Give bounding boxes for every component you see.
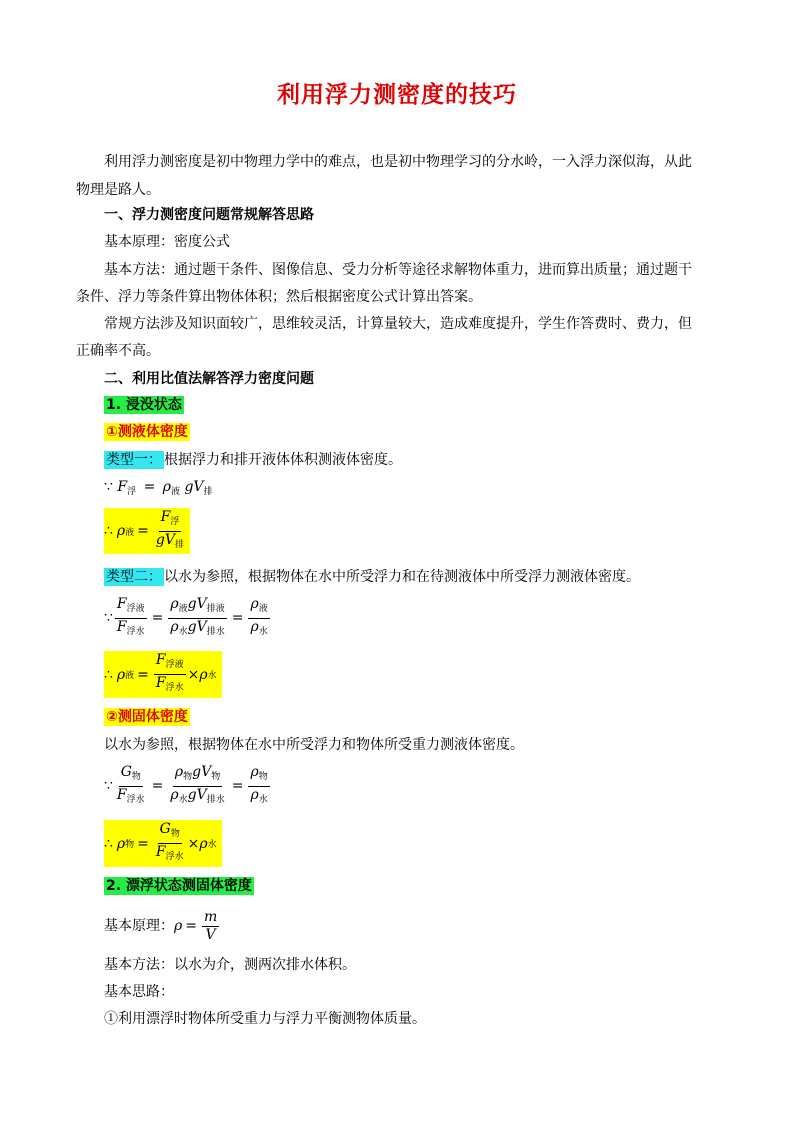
intro-paragraph: 利用浮力测密度是初中物理力学中的难点，也是初中物理学习的分水岭，一入浮力深似海，从此 xyxy=(104,154,692,170)
common-paragraph: 常规方法涉及知识面较广，思维较灵活，计算量较大，造成难度提升，学生作答费时、费力，但 xyxy=(104,316,692,332)
section1-heading: 一、浮力测密度问题常规解答思路 xyxy=(104,207,314,223)
sub1-heading-row xyxy=(104,395,184,415)
principle-line: 基本原理：密度公式 xyxy=(104,234,230,250)
formula-buoyancy: ∵ $F_浮 = \rho_液$ $gV_排$ xyxy=(104,479,213,497)
section2-heading: 二、利用比值法解答浮力密度问题 xyxy=(104,371,314,387)
therefore-symbol: ∴ xyxy=(104,523,113,539)
method-paragraph-cont: 条件、浮力等条件算出物体体积；然后根据密度公式计算出答案。 xyxy=(76,289,482,305)
common-paragraph-cont: 正确率不高。 xyxy=(76,343,160,359)
sub1a-heading-row xyxy=(104,422,190,442)
formula-liquid-density-result: ∴ ρ 液 = $\frac{F_浮}{gV_排}$ xyxy=(104,508,190,554)
sub1b-heading: ②测固体密度 xyxy=(106,709,188,725)
density-formula: ρ = $\frac{m}{V}$ xyxy=(174,908,218,943)
float-principle-label: 基本原理： xyxy=(104,918,174,934)
formula-ratio-solid: ∵ $\frac{G_物}{F_{浮水}}$ = $\frac{\rho_物gV_物}{\rho_水gV_{排水}}$ = $\frac{\rho_物}{\rho_水}$ xyxy=(104,763,268,805)
type1-text: 根据浮力和排开液体体积测液体密度。 xyxy=(164,452,402,468)
float-idea-line: 基本思路： xyxy=(104,984,174,1000)
type2-label: 类型二： xyxy=(106,569,162,585)
because-symbol: ∵ xyxy=(104,479,113,495)
sub1-heading: 1. 浸没状态 xyxy=(106,397,182,413)
formula-ratio-liquid-result: ∴ ρ 液 = $\frac{F_{浮液}}{F_{浮水}}$ × ρ 水 xyxy=(104,651,222,698)
type2-text: 以水为参照，根据物体在水中所受浮力和在待测液体中所受浮力测液体密度。 xyxy=(164,569,640,585)
formula-ratio-liquid: ∵ $\frac{F_{浮液}}{F_{浮水}}$ = $\frac{\rho_液gV_{排液}}{\rho_水gV_{排水}}$ = $\frac{\rho_液}{\rho_水}$ xyxy=(104,595,268,637)
sub1b-heading-row xyxy=(104,707,190,727)
intro-paragraph-cont: 物理是路人。 xyxy=(76,182,160,198)
page-title: 利用浮力测密度的技巧 xyxy=(277,81,517,108)
formula-ratio-solid-result: ∴ ρ 物 = $\frac{G_物}{F_{浮水}}$ × ρ 水 xyxy=(104,820,222,867)
solid-text: 以水为参照，根据物体在水中所受浮力和物体所受重力测液体密度。 xyxy=(104,737,524,753)
float-method-line: 基本方法：以水为介，测两次排水体积。 xyxy=(104,957,356,973)
float-principle-line xyxy=(104,905,221,947)
type1-line xyxy=(104,450,402,470)
type2-line xyxy=(104,567,640,587)
sub2-heading: 2. 漂浮状态测固体密度 xyxy=(106,878,252,894)
sub1a-heading: ①测液体密度 xyxy=(106,424,188,440)
float-step1-line: ①利用漂浮时物体所受重力与浮力平衡测物体质量。 xyxy=(104,1011,426,1027)
sub2-heading-row xyxy=(104,876,254,896)
type1-label: 类型一： xyxy=(106,452,162,468)
fraction: $\frac{F_浮}{gV_排}$ xyxy=(155,508,185,550)
method-paragraph: 基本方法：通过题干条件、图像信息、受力分析等途径求解物体重力，进而算出质量；通过题干 xyxy=(104,262,692,278)
